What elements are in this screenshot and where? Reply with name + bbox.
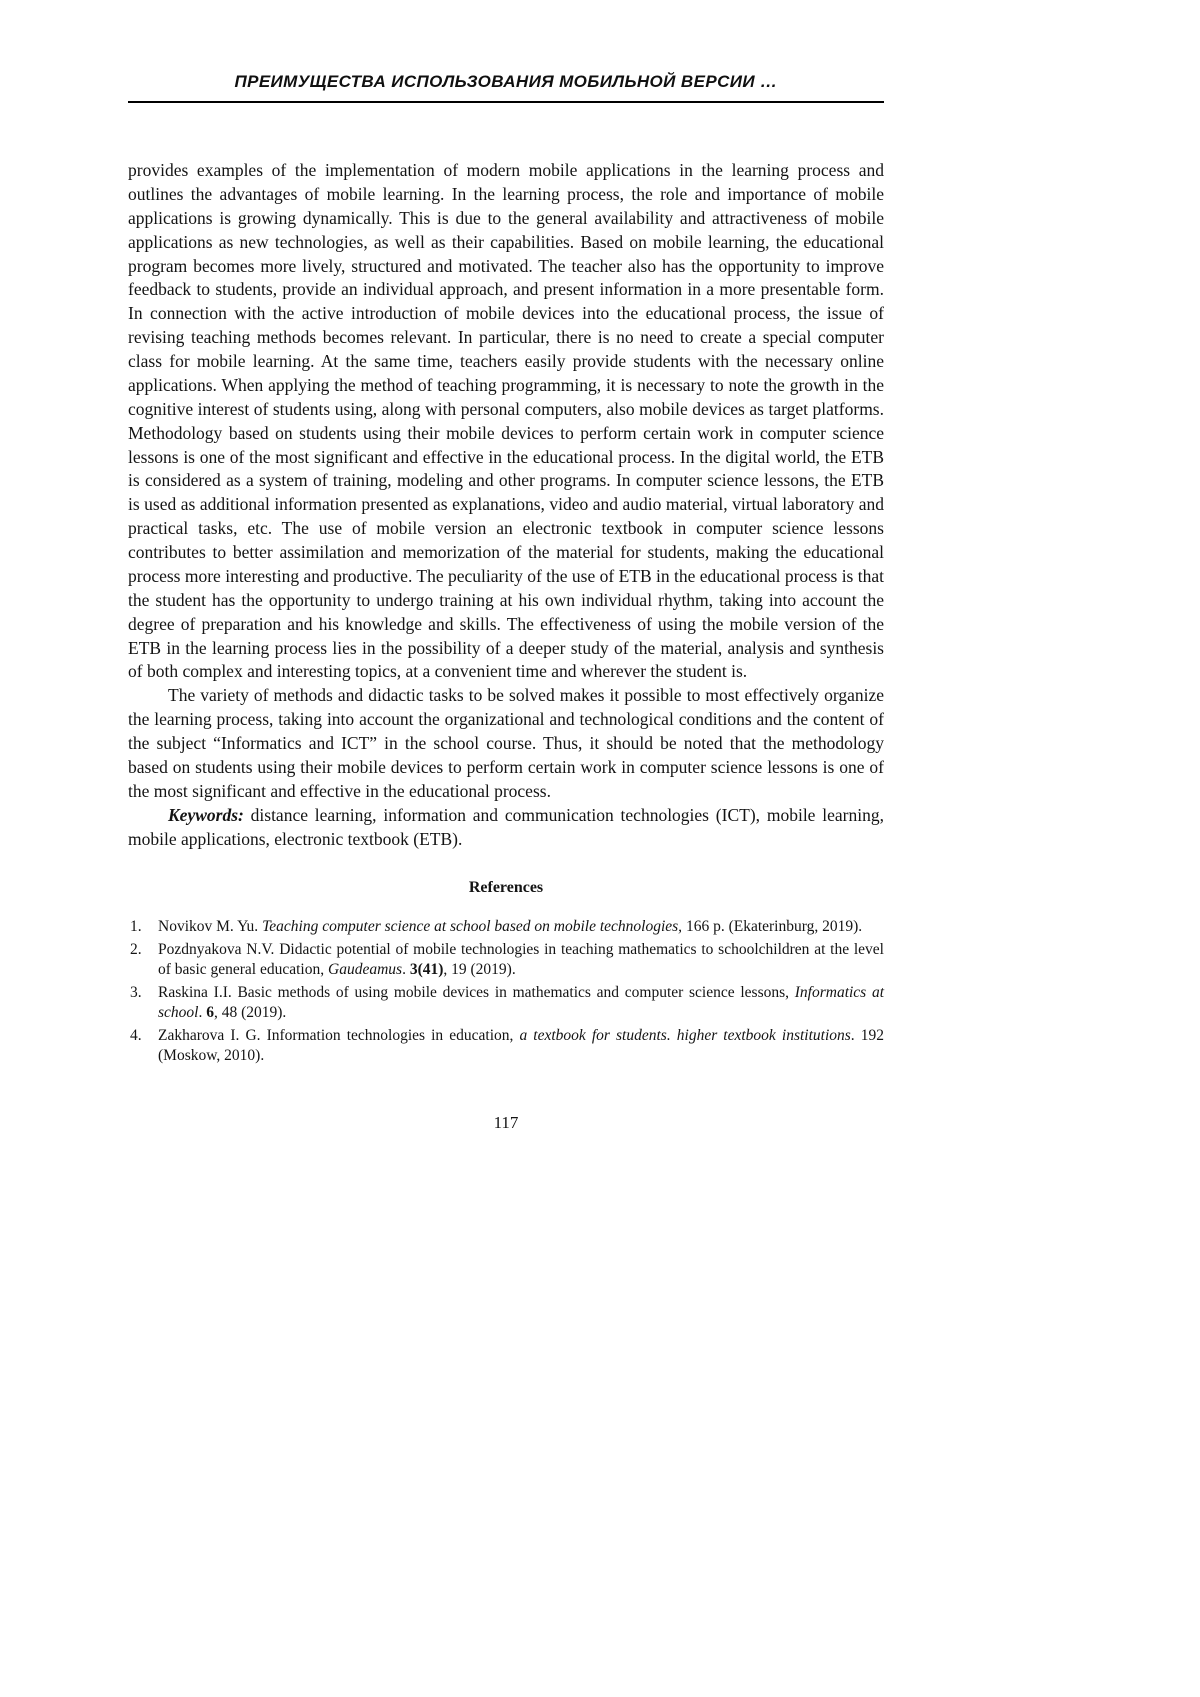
reference-segment: Raskina I.I. Basic methods of using mobile devices in mathematics and computer science lessons, — [158, 983, 795, 1001]
reference-text — [158, 917, 884, 937]
reference-segment: , 19 (2019). — [443, 961, 516, 979]
header-rule — [128, 101, 884, 103]
article-body — [128, 159, 884, 851]
reference-text — [158, 940, 884, 981]
reference-item — [128, 917, 884, 937]
keywords-paragraph — [128, 804, 884, 852]
reference-segment: , 48 (2019). — [213, 1004, 287, 1022]
body-paragraph-2: The variety of methods and didactic tasks to be solved makes it possible to most effectively organize the learning process, taking into account the organizational and technological conditions and the content of the subject “Informatics and ICT” in the school course. Thus, it should be noted that the methodology based on students using their mobile devices to perform certain work in computer science lessons is one of the most significant and effective in the educational process. — [128, 685, 884, 801]
reference-item — [128, 1026, 884, 1067]
reference-volume-bold: 6 — [206, 1004, 214, 1022]
reference-segment: Zakharova I. G. Information technologies in education, — [158, 1026, 520, 1044]
references-heading: References — [468, 879, 544, 897]
content-area — [128, 72, 884, 1133]
reference-number: 4. — [130, 1026, 142, 1044]
reference-item — [128, 940, 884, 981]
reference-number: 1. — [130, 918, 142, 936]
page-number: 117 — [493, 1112, 519, 1132]
reference-number: 2. — [130, 940, 142, 958]
running-title: ПРЕИМУЩЕСТВА ИСПОЛЬЗОВАНИЯ МОБИЛЬНОЙ ВЕРСИИ … — [234, 72, 778, 91]
reference-number: 3. — [130, 983, 142, 1001]
body-paragraph-1: provides examples of the implementation of modern mobile applications in the learning process and outlines the advantages of mobile learning. In the learning process, the role and importance of mobile applications is growing dynamically. This is due to the general availability and attractiveness of mobile applications as new technologies, as well as their capabilities. Based on mobile learning, the educational program becomes more lively, structured and motivated. The teacher also has the opportunity to improve feedback to students, provide an individual approach, and present information in a more presentable form. In connection with the active introduction of mobile devices into the educational process, the issue of revising teaching methods becomes relevant. In particular, there is no need to create a special computer class for mobile learning. At the same time, teachers easily provide students with the necessary online applications. When applying the method of teaching programming, it is necessary to note the growth in the cognitive interest of students using, along with personal computers, also mobile devices as target platforms. Methodology based on students using their mobile devices to perform certain work in computer science lessons is one of the most significant and effective in the educational process. In the digital world, the ETB is considered as a system of training, modeling and other programs. In computer science lessons, the ETB is used as additional information presented as explanations, video and audio material, virtual laboratory and practical tasks, etc. The use of mobile version an electronic textbook in computer science lessons contributes to better assimilation and memorization of the material for students, making the educational process more interesting and productive. The peculiarity of the use of ETB in the educational process is that the student has the opportunity to undergo training at his own individual rhythm, taking into account the degree of preparation and his knowledge and skills. The effectiveness of using the mobile version of the ETB in the learning process lies in the possibility of a deeper study of the material, analysis and synthesis of both complex and interesting topics, at a convenient time and wherever the student is. — [128, 160, 884, 682]
reference-title-italic: a textbook for students. higher textbook institutions — [519, 1026, 851, 1044]
reference-journal-italic: Gaudeamus — [328, 961, 403, 979]
reference-journal-italic: Informatics at school — [158, 983, 885, 1022]
reference-segment: . — [402, 961, 410, 979]
reference-segment: Novikov M. Yu. — [158, 918, 263, 936]
reference-segment: Pozdnyakova N.V. Didactic potential of mobile technologies in teaching mathematics to schoolchildren at the level of basic general education, — [158, 940, 884, 979]
reference-volume-bold: 3(41) — [409, 961, 444, 979]
reference-text — [158, 1026, 884, 1067]
reference-item — [128, 983, 884, 1024]
reference-text — [158, 983, 884, 1024]
reference-title-italic: Teaching computer science at school based on mobile technologies, — [262, 918, 683, 936]
reference-segment: . 192 (Moskow, 2010). — [158, 1026, 884, 1065]
references-list — [128, 917, 884, 1066]
reference-segment: 166 p. (Ekaterinburg, 2019). — [682, 918, 863, 936]
keywords-label: Keywords: — [168, 804, 244, 825]
reference-segment: . — [198, 1004, 207, 1022]
keywords-text: distance learning, information and communication technologies (ICT), mobile learning, mobile applications, electronic textbook (ETB). — [128, 804, 884, 849]
